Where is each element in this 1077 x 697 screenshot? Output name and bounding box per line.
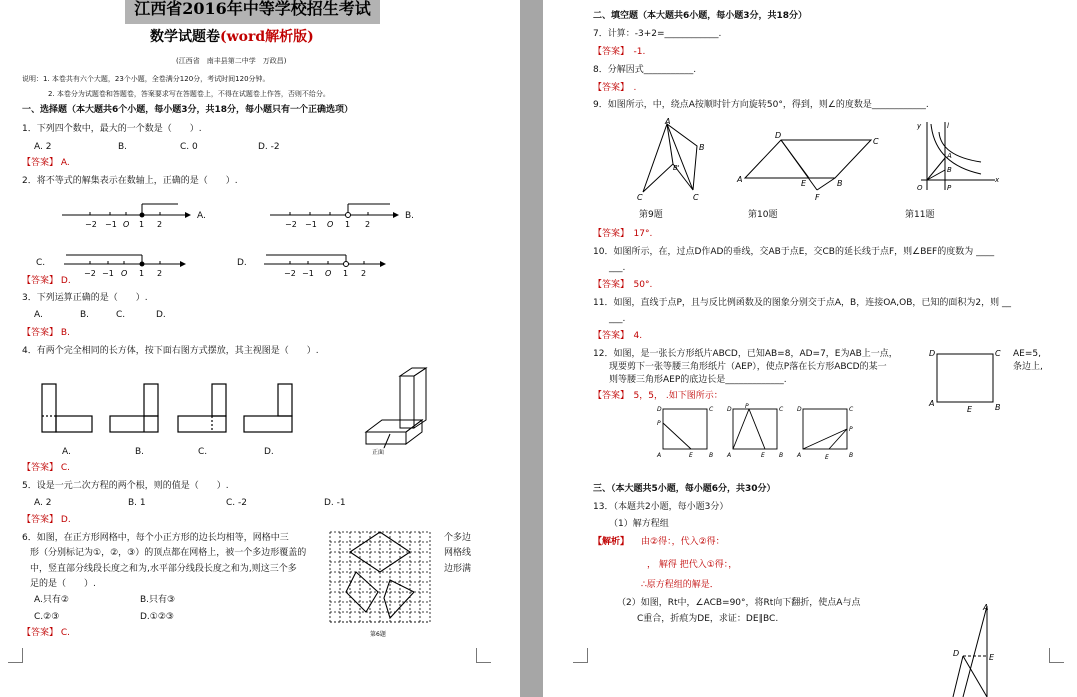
tick-label-c3: O xyxy=(121,269,128,278)
tick-label-b1: −2 xyxy=(285,220,297,229)
q5-opt-d: D. -1 xyxy=(324,498,346,508)
q1-answer: 【答案】 A. xyxy=(22,158,70,168)
q2-label-c: C. xyxy=(36,258,46,268)
svg-text:x: x xyxy=(995,176,1000,184)
q12-line-2: 现要剪下一张等腰三角形纸片（AEP），使点P落在长方形ABCD的某一 xyxy=(609,362,887,372)
tick-label-c5: 2 xyxy=(157,269,163,278)
q6-right-2: 网格线 xyxy=(444,548,472,558)
tick-label-b4: 1 xyxy=(345,220,351,229)
svg-text:P: P xyxy=(947,184,952,192)
document-page-right xyxy=(543,0,1077,697)
exam-subtitle: 数学试题卷(word解析版) xyxy=(150,29,314,45)
svg-text:C: C xyxy=(779,406,784,413)
q7-answer: 【答案】 -1. xyxy=(593,47,646,57)
q1-opt-d: D. -2 xyxy=(258,142,280,152)
q12-line-3: 则等腰三角形AEP的底边长是_____________. xyxy=(609,375,787,385)
svg-text:C: C xyxy=(709,406,714,413)
q13-part2-1: （2）如图，Rt中，∠ACB=90°，将Rt向下翻折，使点A与点 xyxy=(617,598,861,608)
tick-label-d2: −1 xyxy=(302,269,314,278)
svg-text:D: D xyxy=(727,406,732,413)
svg-text:C: C xyxy=(693,193,699,202)
q1-opt-b: B. xyxy=(118,142,128,152)
tick-label-a4: 1 xyxy=(139,220,145,229)
tick-label-d5: 2 xyxy=(361,269,367,278)
q2-stem: 2．将不等式的解集表示在数轴上，正确的是（ ）. xyxy=(22,176,238,186)
q13-stem: 13．（本题共2小题，每小题3分） xyxy=(593,502,729,512)
q6-opt-d: D.①②③ xyxy=(140,612,174,622)
q3-opt-c: C. xyxy=(116,310,126,320)
q13-triangle-figure xyxy=(943,600,1003,697)
svg-text:B: B xyxy=(779,452,784,459)
q13-jiexi-3: ∴原方程组的解是． xyxy=(641,580,719,590)
q13-jiexi-label: 【解析】 xyxy=(593,537,630,547)
q4-opt-b: B. xyxy=(135,447,145,457)
q4-box-figure xyxy=(360,364,440,459)
q9-answer: 【答案】 17°. xyxy=(593,229,653,239)
q4-option-figures xyxy=(36,376,306,436)
q12-solution-figures xyxy=(653,403,863,461)
note-1: 说明：1. 本卷共有六个大题，23个小题，全卷满分120分，考试时间120分钟。 xyxy=(22,75,270,83)
svg-text:A: A xyxy=(727,452,732,459)
tick-label-c1: −2 xyxy=(84,269,96,278)
svg-text:C: C xyxy=(849,406,854,413)
svg-text:E: E xyxy=(989,653,995,662)
q11-answer: 【答案】 4. xyxy=(593,331,643,341)
q3-opt-b: B. xyxy=(80,310,90,320)
q11-figure xyxy=(911,118,1001,198)
q12-line-1: 12．如图，是一张长方形纸片ABCD，已知AB=8，AD=7，E为AB上一点， xyxy=(593,349,898,359)
q13-jiexi-2: ， 解得 把代入①得：， xyxy=(647,560,738,570)
q12-answer: 【答案】 5，5， .如下图所示： xyxy=(593,391,723,401)
svg-text:D: D xyxy=(775,131,782,140)
tick-label-d3: O xyxy=(325,269,332,278)
numberline-b xyxy=(268,200,403,230)
svg-text:B: B xyxy=(947,166,952,174)
svg-text:A: A xyxy=(947,152,952,160)
svg-text:C: C xyxy=(995,349,1001,358)
exam-title: 江西省2016年中等学校招生考试 xyxy=(125,0,380,24)
q13-part2-2: C重合，折痕为DE，求证：DE∥BC. xyxy=(637,614,779,624)
svg-text:B: B xyxy=(849,452,854,459)
section-1-heading: 一、选择题（本大题共6个小题，每小题3分，共18分，每小题只有一个正确选项） xyxy=(22,105,354,115)
svg-text:D: D xyxy=(953,649,960,658)
svg-text:D: D xyxy=(929,349,936,358)
svg-text:F: F xyxy=(815,193,820,202)
q4-opt-a: A. xyxy=(62,447,71,457)
svg-text:A: A xyxy=(929,399,935,408)
q2-answer: 【答案】 D. xyxy=(22,276,71,286)
q6-line-2: 形（分别标记为①，②，③）的顶点都在网格上，被一个多边形覆盖的 xyxy=(30,548,307,558)
crop-mark-bl-right xyxy=(573,648,588,663)
svg-text:B: B xyxy=(709,452,714,459)
q1-opt-a: A. 2 xyxy=(34,142,52,152)
q5-opt-a: A. 2 xyxy=(34,498,52,508)
note-2: 2. 本卷分为试题卷和答题卷，答案要求写在答题卷上，不得在试题卷上作答，否则不给分。 xyxy=(48,90,330,98)
q7-stem: 7．计算：-3+2=____________. xyxy=(593,29,722,39)
svg-text:O: O xyxy=(917,184,923,192)
svg-text:C: C xyxy=(873,137,879,146)
q6-opt-c: C.②③ xyxy=(34,612,60,622)
svg-text:B: B xyxy=(699,143,705,152)
q3-answer: 【答案】 B. xyxy=(22,328,70,338)
tick-label-d4: 1 xyxy=(343,269,349,278)
q6-right-3: 边形满 xyxy=(444,564,472,574)
svg-text:B: B xyxy=(995,403,1001,412)
section-2-heading: 二、填空题（本大题共6小题，每小题3分，共18分） xyxy=(593,11,808,21)
q6-opt-b: B.只有③ xyxy=(140,595,176,605)
svg-text:A: A xyxy=(737,175,743,184)
svg-text:A: A xyxy=(665,118,671,126)
q5-opt-c: C. -2 xyxy=(226,498,247,508)
crop-mark-br-right xyxy=(1049,648,1064,663)
tick-label-a2: −1 xyxy=(105,220,117,229)
tick-label-a3: O xyxy=(123,220,130,229)
q6-line-1: 6．如图，在正方形网格中，每个小正方形的边长均相等，网格中三 xyxy=(22,533,289,543)
tick-label-b3: O xyxy=(327,220,334,229)
fig-label-9: 第9题 xyxy=(639,210,663,220)
q3-opt-a: A. xyxy=(34,310,43,320)
q4-stem: 4．有两个完全相同的长方体，按下面右图方式摆放，其主视图是（ ）. xyxy=(22,346,319,356)
q5-answer: 【答案】 D. xyxy=(22,515,71,525)
tick-label-c2: −1 xyxy=(102,269,114,278)
q4-front-label: 正面 xyxy=(372,449,385,456)
author-line: (江西省 南丰县第二中学 万政昌) xyxy=(176,57,287,65)
section-3-heading: 三、（本大题共5小题，每小题6分，共30分） xyxy=(593,484,776,494)
q4-opt-c: C. xyxy=(198,447,208,457)
numberline-c xyxy=(62,252,192,282)
q3-opt-d: D. xyxy=(156,310,166,320)
q8-stem: 8．分解因式___________. xyxy=(593,65,697,75)
q6-line-4: 足的是（ ）. xyxy=(30,579,96,589)
svg-text:P: P xyxy=(657,420,661,427)
numberline-a xyxy=(60,200,195,230)
q13-jiexi-1: 由②得：，代入②得： xyxy=(641,537,725,547)
q12-right-1: AE=5, xyxy=(1013,349,1041,359)
svg-text:P: P xyxy=(745,403,749,410)
q3-stem: 3．下列运算正确的是（ ）. xyxy=(22,293,148,303)
q2-label-a: A. xyxy=(197,211,206,221)
q5-opt-b: B. 1 xyxy=(128,498,146,508)
q2-label-d: D. xyxy=(237,258,247,268)
q11-blank: ___. xyxy=(609,314,626,324)
tick-label-d1: −2 xyxy=(284,269,296,278)
q4-opt-d: D. xyxy=(264,447,274,457)
q6-right-1: 个多边 xyxy=(444,533,472,543)
fig-label-11: 第11题 xyxy=(905,210,935,220)
svg-text:B': B' xyxy=(673,164,680,172)
document-page-left xyxy=(0,0,520,697)
svg-text:y: y xyxy=(917,122,922,130)
q5-stem: 5．设是一元二次方程的两个根，则的值是（ ）. xyxy=(22,481,229,491)
tick-label-b5: 2 xyxy=(365,220,371,229)
numberline-d xyxy=(262,252,392,282)
q10-answer: 【答案】 50°. xyxy=(593,280,653,290)
q9-stem: 9．如图所示，中，绕点A按顺时针方向旋转50°，得到，则∠的度数是____________. xyxy=(593,100,929,110)
svg-text:A: A xyxy=(983,603,989,612)
q8-answer: 【答案】 . xyxy=(593,83,637,93)
q9-figure xyxy=(633,118,723,204)
q12-rect-figure xyxy=(927,346,1005,416)
q6-answer: 【答案】 C. xyxy=(22,628,71,638)
q4-answer: 【答案】 C. xyxy=(22,463,71,473)
q1-opt-c: C. 0 xyxy=(180,142,198,152)
svg-text:D: D xyxy=(797,406,802,413)
q13-part1: （1）解方程组 xyxy=(609,519,669,529)
q10-figure xyxy=(733,130,883,202)
q2-label-b: B. xyxy=(405,211,415,221)
svg-text:A: A xyxy=(797,452,802,459)
tick-label-b2: −1 xyxy=(305,220,317,229)
svg-text:E: E xyxy=(801,179,807,188)
svg-text:A: A xyxy=(657,452,662,459)
fig-label-10: 第10题 xyxy=(748,210,778,220)
svg-text:E: E xyxy=(967,405,973,414)
svg-text:E: E xyxy=(761,452,765,459)
q1-stem: 1．下列四个数中，最大的一个数是（ ）. xyxy=(22,124,202,134)
svg-text:P: P xyxy=(849,426,853,433)
svg-text:E: E xyxy=(689,452,693,459)
q6-grid-figure xyxy=(326,528,438,640)
svg-text:l: l xyxy=(947,122,949,130)
q10-stem: 10．如图所示，在，过点D作AD的垂线，交AB于点E，交CB的延长线于点F，则∠BEF的度数为 ____ xyxy=(593,247,995,257)
q6-opt-a: A.只有② xyxy=(34,595,69,605)
svg-text:E: E xyxy=(825,454,829,461)
svg-text:D: D xyxy=(657,406,662,413)
svg-text:B: B xyxy=(837,179,843,188)
tick-label-c4: 1 xyxy=(139,269,145,278)
q6-fig-label: 第6题 xyxy=(370,631,386,638)
svg-text:C: C xyxy=(637,193,643,202)
crop-mark-br xyxy=(476,648,491,663)
q11-stem: 11．如图，直线于点P，且与反比例函数及的图象分别交于点A，B，连接OA,OB，已知的面积为2，则 __ xyxy=(593,298,1012,308)
q12-right-2: 条边上, xyxy=(1013,362,1043,372)
crop-mark-bl xyxy=(8,648,23,663)
page-gap xyxy=(520,0,543,697)
q10-blank: ___. xyxy=(609,263,626,273)
q6-line-3: 中，竖直部分线段长度之和为,水平部分线段长度之和为,则这三个多 xyxy=(30,564,297,574)
tick-label-a1: −2 xyxy=(85,220,97,229)
tick-label-a5: 2 xyxy=(157,220,163,229)
